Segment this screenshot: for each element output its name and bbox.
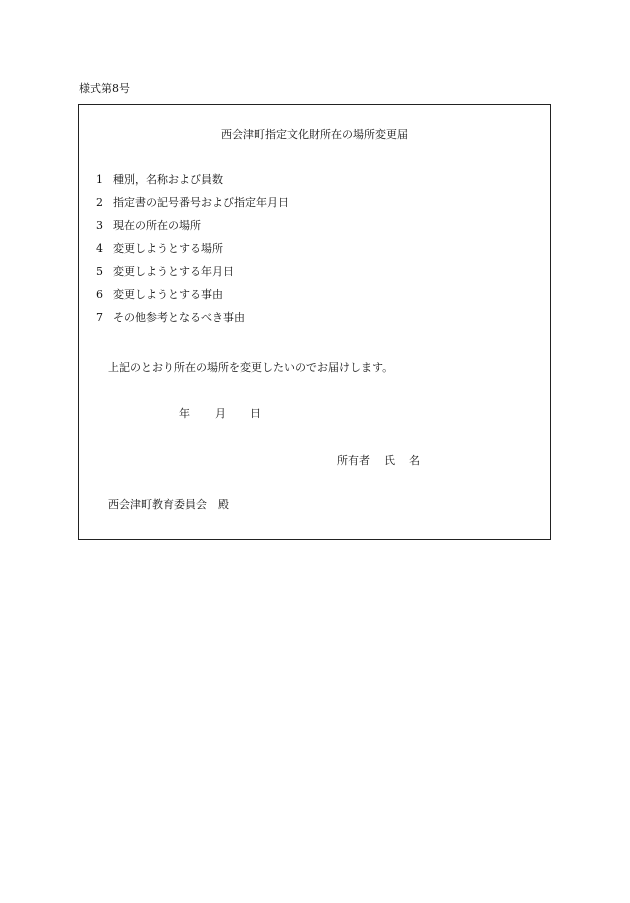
item-number: 1 xyxy=(96,173,103,186)
date-year-label: 年 xyxy=(179,407,190,420)
date-day-label: 日 xyxy=(250,407,261,420)
item-number: 4 xyxy=(96,242,103,255)
item-number: 3 xyxy=(96,219,103,232)
list-item xyxy=(96,173,289,196)
form-title: 西会津町指定文化財所在の場所変更届 xyxy=(221,128,408,141)
item-label: 指定書の記号番号および指定年月日 xyxy=(113,196,289,209)
list-item xyxy=(96,311,289,334)
list-item xyxy=(96,196,289,219)
item-number: 7 xyxy=(96,311,103,324)
list-item xyxy=(96,219,289,242)
item-list xyxy=(96,173,289,334)
addressee: 西会津町教育委員会 殿 xyxy=(108,498,229,511)
date-month-label: 月 xyxy=(215,407,226,420)
item-number: 5 xyxy=(96,265,103,278)
owner-name-label-a: 氏 xyxy=(384,454,395,467)
item-label: 種別，名称および員数 xyxy=(113,173,223,186)
item-number: 6 xyxy=(96,288,103,301)
item-label: その他参考となるべき事由 xyxy=(113,311,245,324)
item-label: 変更しようとする年月日 xyxy=(113,265,234,278)
list-item xyxy=(96,265,289,288)
item-label: 変更しようとする場所 xyxy=(113,242,223,255)
owner-name-label-b: 名 xyxy=(409,454,420,467)
item-number: 2 xyxy=(96,196,103,209)
list-item xyxy=(96,242,289,265)
form-box xyxy=(78,104,551,540)
item-label: 現在の所在の場所 xyxy=(113,219,201,232)
item-label: 変更しようとする事由 xyxy=(113,288,223,301)
form-number: 様式第8号 xyxy=(79,82,130,95)
statement-text: 上記のとおり所在の場所を変更したいのでお届けします。 xyxy=(108,361,394,374)
owner-label: 所有者 xyxy=(337,454,370,467)
list-item xyxy=(96,288,289,311)
